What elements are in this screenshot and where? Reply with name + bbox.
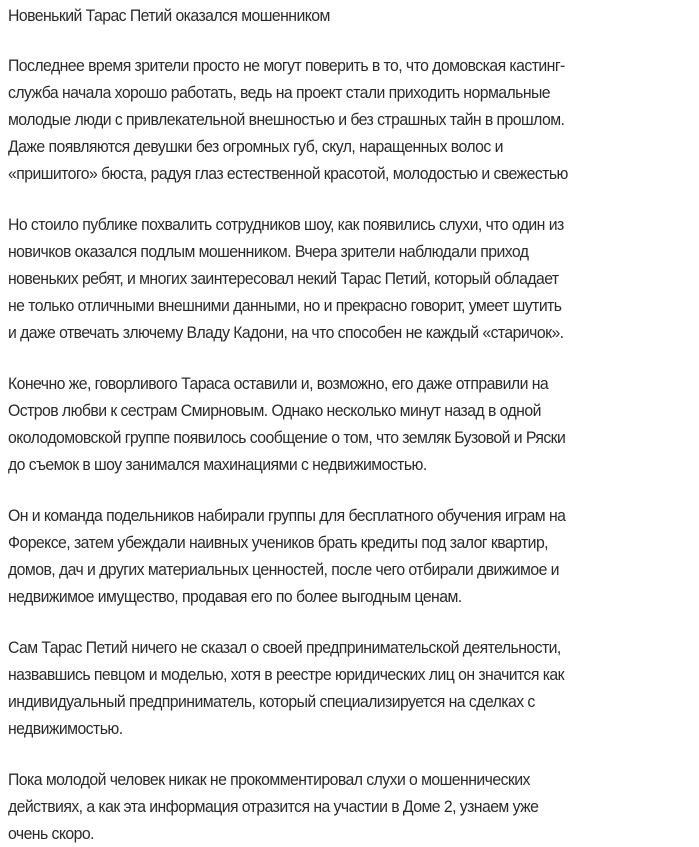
text-line: Остров любви к сестрам Смирновым. Однако несколько минут назад в одной	[8, 401, 541, 420]
paragraph-4	[8, 502, 691, 610]
text-line: действиях, а как эта информация отразится на участии в Доме 2, узнаем уже	[8, 797, 539, 816]
text-line: новеньких ребят, и многих заинтересовал некий Тарас Петий, который обладает	[8, 269, 559, 288]
paragraph-6	[8, 766, 691, 847]
text-line: новичков оказался подлым мошенником. Вчера зрители наблюдали приход	[8, 242, 529, 261]
paragraph-5	[8, 634, 691, 742]
text-line: недвижимое имущество, продавая его по более выгодным ценам.	[8, 587, 462, 606]
text-line: молодые люди с привлекательной внешностью и без страшных тайн в прошлом.	[8, 110, 565, 129]
text-line: до съемок в шоу занимался махинациями с недвижимостью.	[8, 455, 427, 474]
text-line: Последнее время зрители просто не могут поверить в то, что домовская кастинг-	[8, 56, 565, 75]
text-line: Он и команда подельников набирали группы для бесплатного обучения играм на	[8, 506, 566, 525]
text-line: Форексе, затем убеждали наивных учеников брать кредиты под залог квартир,	[8, 533, 549, 552]
text-line: Пока молодой человек никак не прокомментировал слухи о мошеннических	[8, 770, 530, 789]
paragraph-2	[8, 211, 691, 346]
text-line: назвавшись певцом и моделью, хотя в реестре юридических лиц он значится как	[8, 665, 565, 684]
text-line: служба начала хорошо работать, ведь на проект стали приходить нормальные	[8, 83, 551, 102]
article-title: Новенький Тарас Петий оказался мошенником	[8, 6, 330, 25]
text-line: очень скоро.	[8, 824, 94, 843]
text-line: Даже появляются девушки без огромных губ, скул, наращенных волос и	[8, 137, 503, 156]
text-line: индивидуальный предприниматель, который специализируется на сделках с	[8, 692, 535, 711]
text-line: околодомовской группе появилось сообщение о том, что земляк Бузовой и Ряски	[8, 428, 566, 447]
text-line: не только отличными внешними данными, но и прекрасно говорит, умеет шутить	[8, 296, 562, 315]
text-line: недвижимостью.	[8, 719, 123, 738]
text-line: домов, дач и других материальных ценностей, после чего отбирали движимое и	[8, 560, 559, 579]
text-line: Но стоило публике похвалить сотрудников шоу, как появились слухи, что один из	[8, 215, 564, 234]
text-line: Конечно же, говорливого Тараса оставили и, возможно, его даже отправили на	[8, 374, 549, 393]
text-line: и даже отвечать злючему Владу Кадони, на что способен не каждый «старичок».	[8, 323, 564, 342]
text-line: Сам Тарас Петий ничего не сказал о своей предпринимательской деятельности,	[8, 638, 561, 657]
paragraph-3	[8, 370, 691, 478]
text-line: «пришитого» бюста, радуя глаз естественной красотой, молодостью и свежестью	[8, 164, 568, 183]
paragraph-1	[8, 52, 691, 187]
